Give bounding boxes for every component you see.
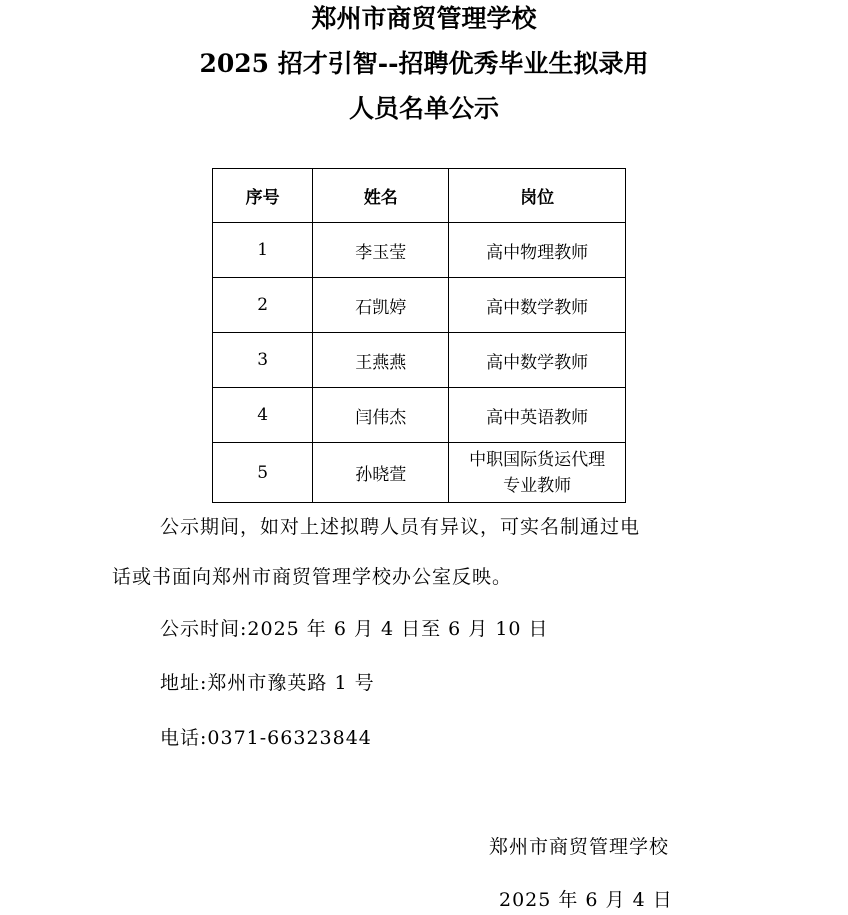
candidate-table — [212, 168, 626, 503]
row-position: 高中英语教师 — [449, 388, 626, 443]
row-position-text: 中职国际货运代理专业教师 — [469, 449, 606, 496]
table-row — [213, 388, 626, 443]
row-number: 5 — [213, 443, 313, 503]
document-title-line-2: 2025 招才引智--招聘优秀毕业生拟录用 — [199, 49, 649, 78]
signature-organization: 郑州市商贸管理学校 — [489, 836, 670, 858]
table-row — [213, 443, 626, 503]
contact-address: 地址:郑州市豫英路 1 号 — [160, 672, 375, 694]
document-title-line-1: 郑州市商贸管理学校 — [311, 4, 537, 33]
row-number: 4 — [213, 388, 313, 443]
document-title-line-3: 人员名单公示 — [348, 94, 499, 123]
row-name: 王燕燕 — [313, 333, 449, 388]
header-number: 序号 — [213, 169, 313, 223]
header-name: 姓名 — [313, 169, 449, 223]
row-position: 高中数学教师 — [449, 333, 626, 388]
row-position: 高中物理教师 — [449, 223, 626, 278]
table-header-row — [213, 169, 626, 223]
notice-paragraph-line-2: 话或书面向郑州市商贸管理学校办公室反映。 — [112, 566, 513, 588]
row-number: 1 — [213, 223, 313, 278]
table-row — [213, 223, 626, 278]
row-position — [449, 443, 626, 503]
signature-date: 2025 年 6 月 4 日 — [499, 889, 673, 911]
contact-phone: 电话:0371-66323844 — [160, 727, 372, 749]
row-name: 李玉莹 — [313, 223, 449, 278]
notice-period: 公示时间:2025 年 6 月 4 日至 6 月 10 日 — [160, 618, 549, 640]
table-row — [213, 278, 626, 333]
row-name: 孙晓萱 — [313, 443, 449, 503]
table-row — [213, 333, 626, 388]
row-number: 2 — [213, 278, 313, 333]
row-position: 高中数学教师 — [449, 278, 626, 333]
notice-paragraph-line-1: 公示期间，如对上述拟聘人员有异议，可实名制通过电 — [160, 516, 641, 538]
row-name: 闫伟杰 — [313, 388, 449, 443]
row-number: 3 — [213, 333, 313, 388]
header-position: 岗位 — [449, 169, 626, 223]
row-name: 石凯婷 — [313, 278, 449, 333]
